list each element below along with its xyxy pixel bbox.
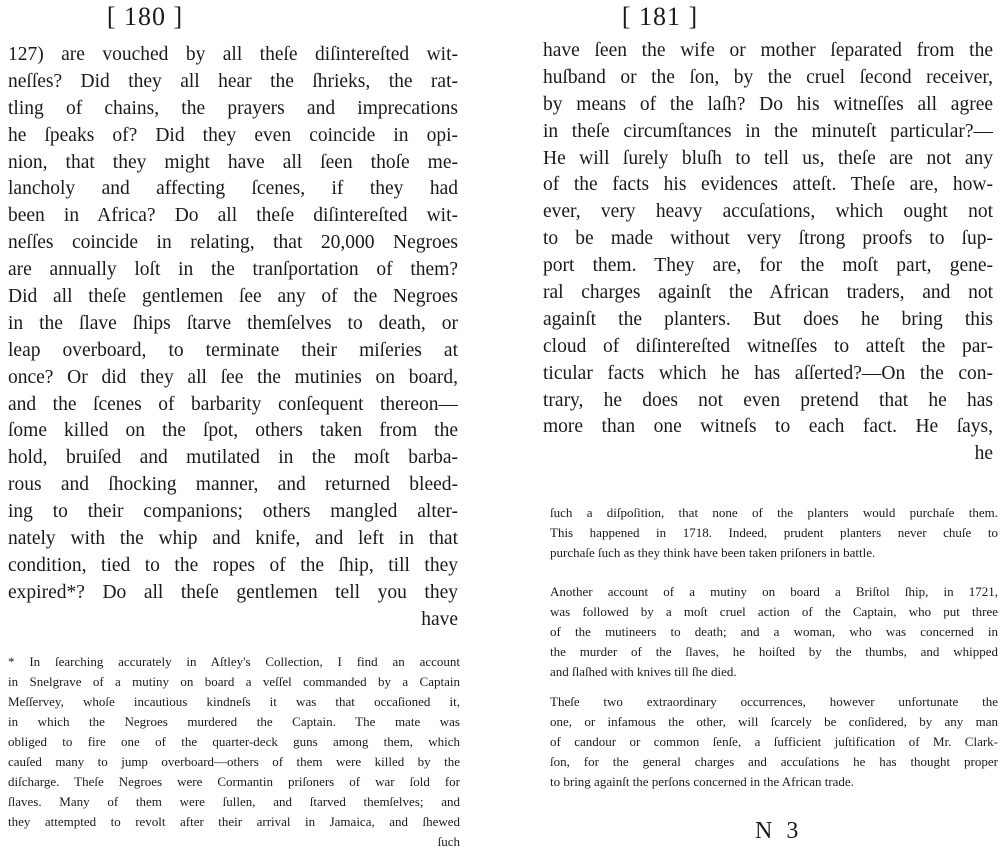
body-line: are annually loſt in the tranſportation of them? [8,259,458,281]
body-line: lancholy and affecting ſcenes, if they had [8,178,458,200]
footnote-catchword: ſuch [437,834,460,849]
footnote-line: was followed by a moſt cruel action of the Captain, who put three [550,604,998,619]
body-line: of the facts his evidences atteſt. Theſe are, how- [543,174,993,196]
body-line: ral charges againſt the African traders, and not [543,282,993,304]
footnote-line: This happened in 1718. Indeed, prudent planters never chuſe to [550,525,998,540]
page-number-right: [ 181 ] [621,2,699,31]
body-line: ſome killed on the ſpot, others taken from the [8,420,458,442]
body-line: more than one witneſs to each fact. He ſays, [543,416,993,438]
body-line: rous and ſhocking manner, and returned bleed- [8,474,458,496]
body-line: once? Or did they all ſee the mutinies on board, [8,366,458,388]
footnote-line: they attempted to revolt after their arrival in Jamaica, and ſhewed [8,814,460,829]
body-line: he ſpeaks of? Did they even coincide in opi- [8,124,458,146]
signature-mark: N 3 [755,818,803,844]
body-line: nately with the whip and knife, and left in that [8,528,458,550]
body-line: in theſe circumſtances in the minuteſt particular?— [543,120,993,142]
body-line: neſſes coincide in relating, that 20,000 Negroes [8,232,458,254]
footnote-line: of the mutineers to death; and a woman, who was concerned in [550,624,998,639]
body-line: He will ſurely bluſh to tell us, theſe are not any [543,147,993,169]
body-line: by means of the laſh? Do his witneſſes all agree [543,93,993,115]
footnote-line: * In ſearching accurately in Aſtley's Collection, I find an account [8,654,460,669]
footnote-line: purchaſe ſuch as they think have been taken priſoners in battle. [550,545,876,560]
right-footnote-para-2 [550,582,998,682]
body-line: nion, that they might have all ſeen thoſe me- [8,151,458,173]
right-footnote-para-3 [550,692,998,792]
body-line: cloud of diſintereſted witneſſes to atteſt the par- [543,335,993,357]
body-line: trary, he does not even pretend that he has [543,389,993,411]
footnote-line: diſcharge. Theſe Negroes were Cormantin priſoners of war ſold for [8,774,460,789]
body-line: 127) are vouched by all theſe diſintereſted wit- [8,44,458,65]
body-line: have ſeen the wife or mother ſeparated from the [543,40,993,61]
footnote-line: ſuch a diſpoſition, that none of the planters would purchaſe them. [550,505,998,520]
footnote-line: Another account of a mutiny on board a Briſtol ſhip, in 1721, [550,584,998,599]
left-body-text [8,42,458,634]
footnote-line: obliged to fire one of the quarter-deck guns among them, which [8,734,460,749]
body-line: huſband or the ſon, by the cruel ſecond receiver, [543,66,993,88]
body-line: condition, tied to the ropes of the ſhip, till they [8,554,458,576]
body-line: to be made without very ſtrong proofs to ſup- [543,228,993,250]
body-line: leap overboard, to terminate their miſeries at [8,339,458,361]
footnote-line: one, or infamous the other, will ſcarcely be conſidered, by any man [550,714,998,729]
body-line: Did all theſe gentlemen ſee any of the Negroes [8,286,458,308]
page-number-left: [ 180 ] [106,2,184,31]
right-body-text [543,38,993,468]
body-line: in the ſlave ſhips ſtarve themſelves to death, or [8,312,458,334]
footnote-line: Theſe two extraordinary occurrences, however unfortunate the [550,694,998,709]
footnote-line: in Snelgrave of a mutiny on board a veſſel commanded by a Captain [8,674,460,689]
body-line: been in Africa? Do all theſe diſintereſted wit- [8,205,458,227]
footnote-line: ſlaves. Many of them were ſullen, and ſtarved themſelves; and [8,794,460,809]
footnote-line: and ſlaſhed with knives till ſhe died. [550,664,737,679]
body-line: and the ſcenes of barbarity conſequent thereon— [8,393,458,415]
footnote-line: of candour or common ſenſe, a ſufficient juſtification of Mr. Clark- [550,734,998,749]
footnote-line: ſon, for the general charges and accuſations he has thought proper [550,754,998,769]
right-page [505,0,1000,855]
body-line: hold, bruiſed and mutilated in the moſt barba- [8,447,458,469]
left-footnote [8,652,460,852]
catchword: he [974,443,993,465]
body-line: expired*? Do all theſe gentlemen tell you they [8,581,458,603]
footnote-line: in which the Negroes murdered the Captain. The mate was [8,714,460,729]
body-line: neſſes? Did they all hear the ſhrieks, the rat- [8,70,458,92]
body-line: port them. They are, for the moſt part, gene- [543,255,993,277]
body-line: ever, very heavy accuſations, which ought not [543,201,993,223]
catchword: have [421,608,458,630]
left-page [0,0,490,855]
body-line: ticular facts which he has aſſerted?—On the con- [543,362,993,384]
body-line: againſt the planters. But does he bring this [543,308,993,330]
footnote-line: to bring againſt the perſons concerned in the African trade. [550,774,854,789]
body-line: tling of chains, the prayers and imprecations [8,97,458,119]
right-footnote-para-1 [550,503,998,563]
footnote-line: Meſſervey, whoſe incautious kindneſs it was that occaſioned it, [8,694,460,709]
footnote-line: the murder of the ſlaves, he hoiſted by the thumbs, and whipped [550,644,998,659]
body-line: ing to their companions; others mangled alter- [8,501,458,523]
footnote-line: cauſed many to jump overboard—others of them were killed by the [8,754,460,769]
